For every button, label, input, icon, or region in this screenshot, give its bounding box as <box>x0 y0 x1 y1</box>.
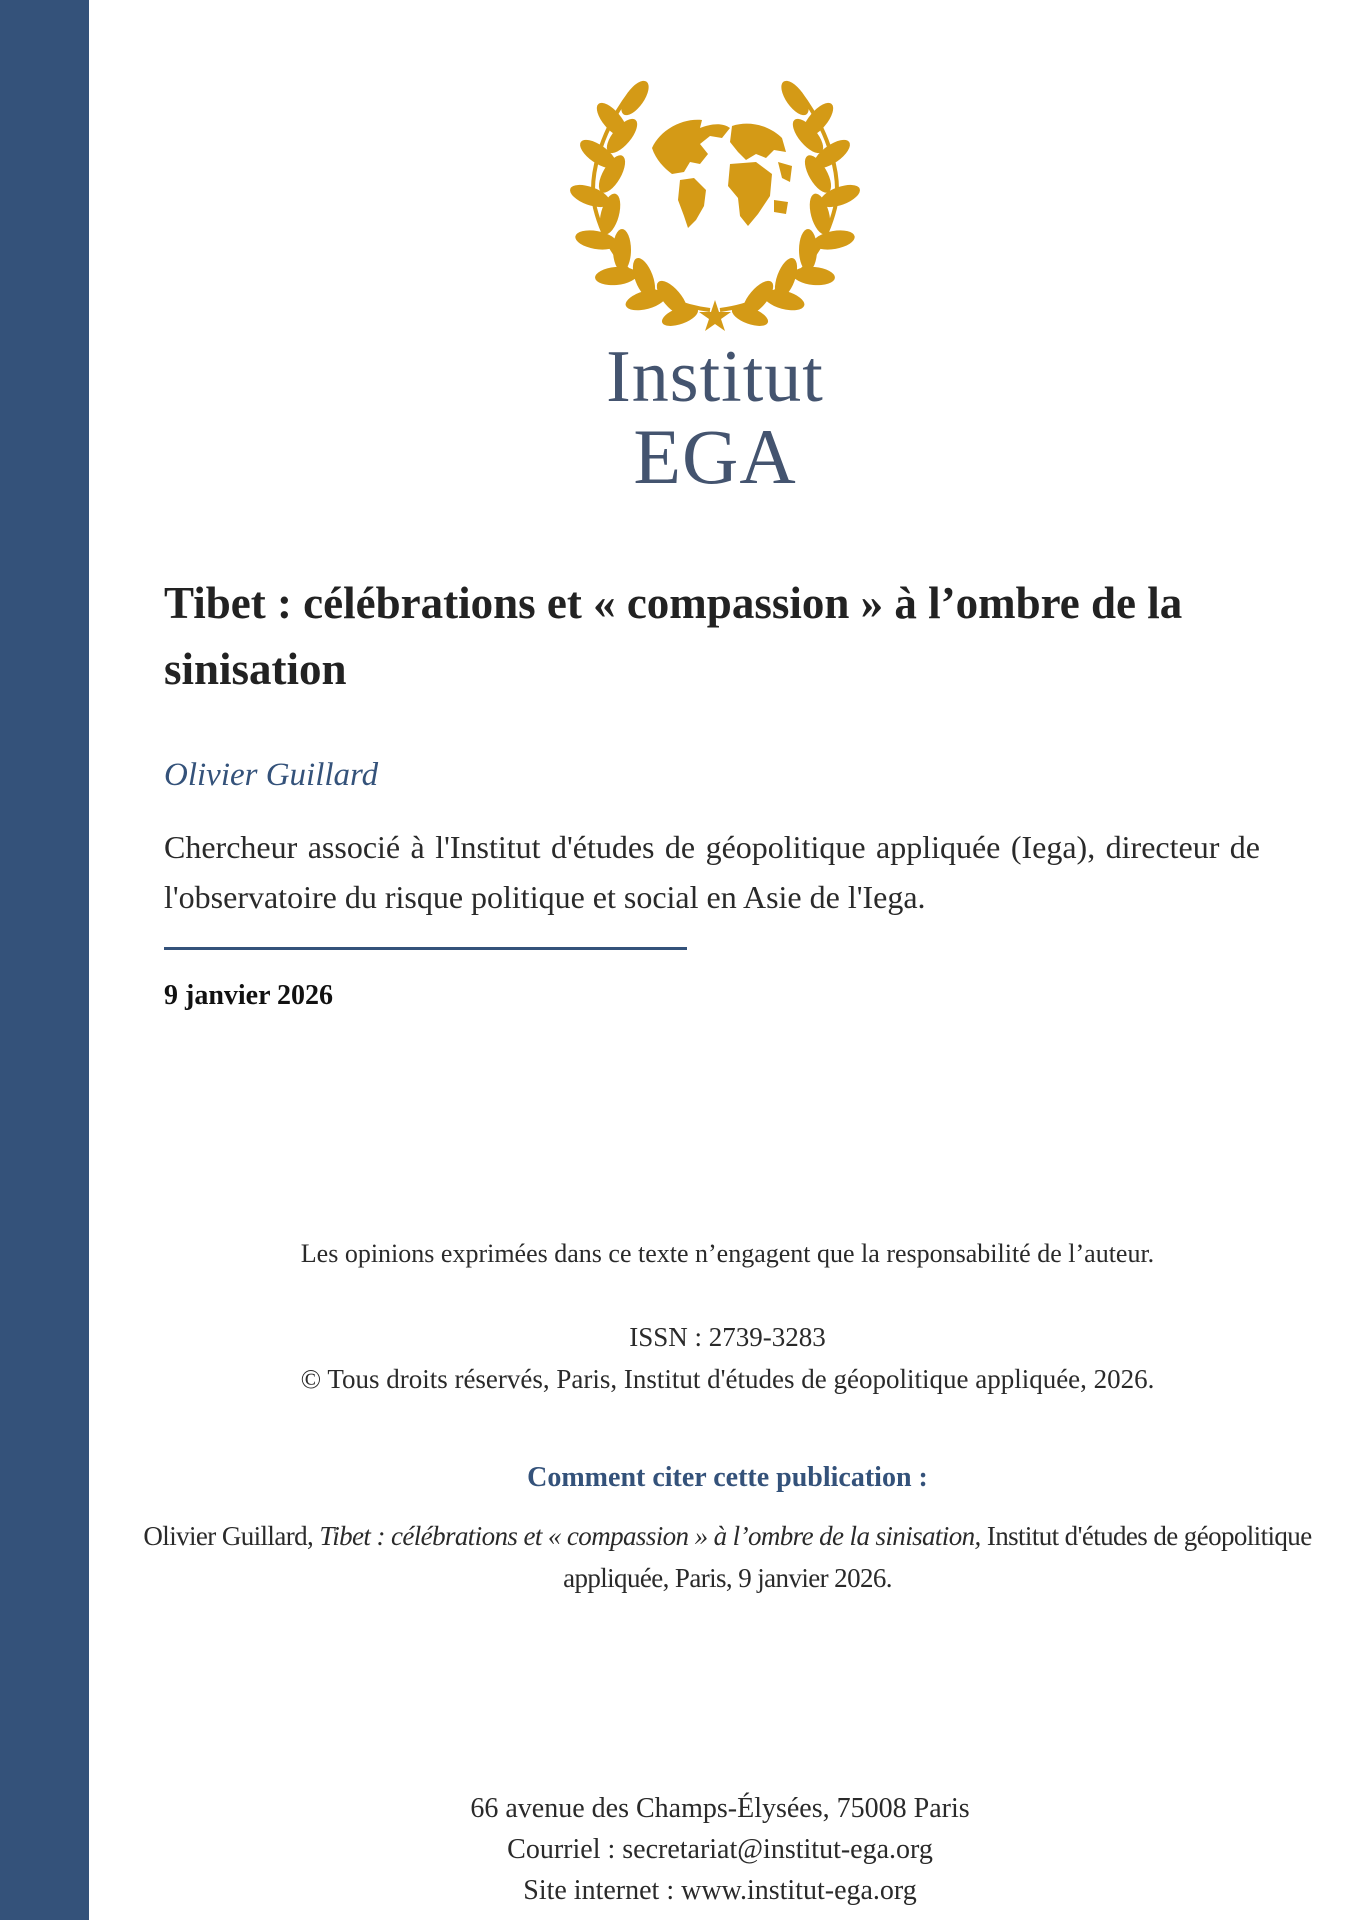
logo-text-institut: Institut <box>606 336 824 418</box>
logo-text-ega: EGA <box>633 413 797 500</box>
citation-text <box>120 1515 1335 1599</box>
copyright-text: © Tous droits réservés, Paris, Institut d'études de géopolitique appliquée, 2026. <box>300 1364 1155 1394</box>
publication-date: 9 janvier 2026 <box>164 980 334 1011</box>
issn-text: ISSN : 2739-3283 <box>629 1322 826 1352</box>
footer-address: 66 avenue des Champs-Élysées, 75008 Paris <box>470 1793 970 1824</box>
citation-heading: Comment citer cette publication : <box>527 1462 928 1493</box>
citation-publisher: Institut d'études de géopolitique appliquée, Paris, 9 janvier 2026. <box>563 1521 1312 1593</box>
divider-rule <box>164 947 687 950</box>
globe-laurel-wreath-icon <box>560 78 870 338</box>
citation-title: Tibet : célébrations et « compassion » à l’ombre de la sinisation, <box>319 1521 981 1551</box>
footer-website[interactable]: Site internet : www.institut-ega.org <box>523 1875 917 1906</box>
side-accent-bar <box>0 0 89 1920</box>
footer-email[interactable]: Courriel : secretariat@institut-ega.org <box>507 1834 933 1865</box>
author-name: Olivier Guillard <box>164 757 379 793</box>
document-title: Tibet : célébrations et « compassion » à l’ombre de la sinisation <box>164 578 1183 694</box>
disclaimer-text: Les opinions exprimées dans ce texte n’engagent que la responsabilité de l’auteur. <box>300 1239 1155 1268</box>
citation-author: Olivier Guillard, <box>143 1521 320 1551</box>
author-affiliation: Chercheur associé à l'Institut d'études de géopolitique appliquée (Iega), directeur de l'observatoire du risque politique et social en Asie de l'Iega. <box>164 829 1260 915</box>
